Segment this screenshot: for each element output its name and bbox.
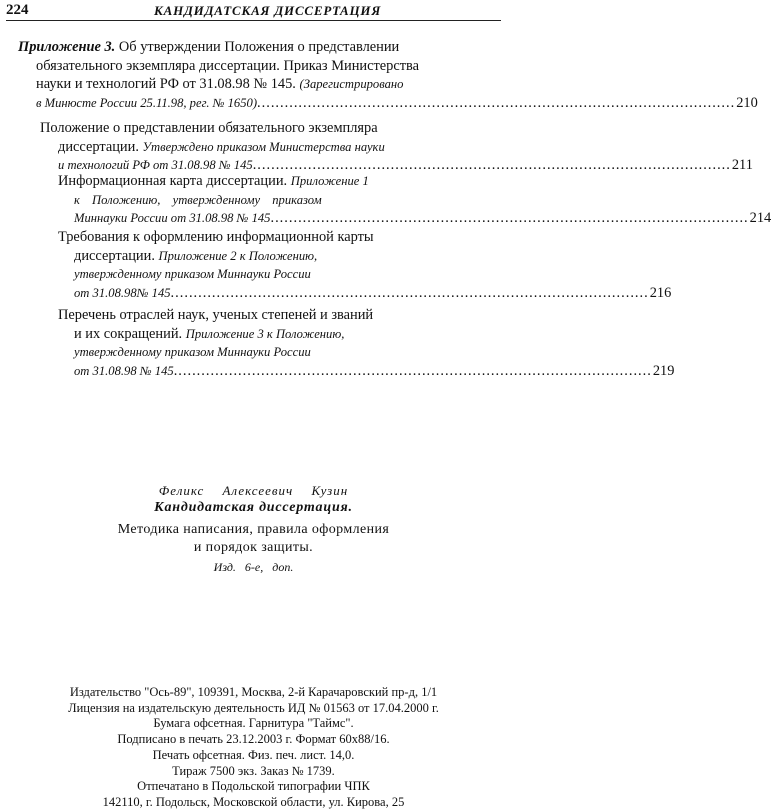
toc-text-italic: Утверждено приказом Министерства науки (142, 139, 385, 154)
toc-entry-sciences-list (58, 306, 675, 380)
toc-text-italic: и технологий РФ от 31.08.98 № 145 (58, 158, 253, 172)
toc-line (58, 172, 501, 191)
toc-entry-appendix3 (18, 38, 758, 112)
toc-text: науки и технологий РФ от 31.08.98 № 145. (36, 76, 296, 92)
imprint-printer: Отпечатано в Подольской типографии ЧПК (137, 779, 370, 794)
toc-text-italic: Приложение 1 (290, 174, 369, 188)
toc-text: и их сокращений. (74, 325, 183, 342)
dot-leader: ........................................................................................................ (252, 157, 731, 173)
imprint-publisher: Издательство "Ось-89", 109391, Москва, 2-й Карачаровский пр-д, 1/1 (69, 685, 438, 699)
page-number: 224 (6, 2, 29, 18)
toc-text-italic: в Минюсте России 25.11.98, рег. № 1650) (36, 95, 258, 110)
toc-line (18, 94, 758, 113)
toc-text-italic: (Зарегистрировано (299, 77, 404, 91)
book-subtitle-line-2: и порядок защиты. (193, 540, 314, 555)
toc-line (18, 75, 501, 94)
toc-entry-regulation (40, 119, 753, 175)
toc-text: диссертации. (58, 138, 139, 155)
toc-text-italic: Приложение 3 к Положению, (185, 326, 345, 341)
toc-text-italic: утвержденному приказом Миннауки России (74, 345, 311, 359)
book-subtitle-line-1: Методика написания, правила оформления (117, 522, 390, 537)
appendix-label: Приложение 3. (18, 39, 116, 55)
toc-line (58, 247, 501, 266)
toc-page-number: 211 (731, 157, 753, 173)
toc-page-number: 216 (649, 284, 672, 301)
dot-leader: ........................................................................................................ (170, 284, 649, 301)
toc-page-number: 214 (749, 210, 771, 226)
toc-line: Положение о представлении обязательного экземпляра (40, 120, 378, 136)
toc-line: обязательного экземпляра диссертации. Приказ Министерства (36, 57, 420, 74)
toc-entry-info-card (58, 172, 771, 228)
toc-text: диссертации. (74, 247, 155, 264)
toc-line (58, 362, 675, 381)
toc-page-number: 210 (736, 94, 758, 111)
toc-text-italic: к Положению, утвержденному приказом (74, 192, 322, 207)
dot-leader: ........................................................................................................ (173, 362, 652, 379)
toc-text: Информационная карта диссертации. (58, 173, 288, 189)
edition-note: Изд. 6-е, доп. (213, 560, 294, 574)
toc-text-italic: от 31.08.98 № 145 (74, 363, 174, 378)
toc-line (58, 325, 501, 344)
toc-entry-card-requirements (58, 228, 672, 302)
toc-line (58, 284, 672, 303)
dot-leader: ........................................................................................................ (270, 210, 749, 226)
toc-line: Требования к оформлению информационной карты (58, 229, 374, 245)
book-author: Феликс Алексеевич Кузин (158, 483, 349, 498)
toc-line (58, 343, 501, 362)
toc-text-italic: Миннауки России от 31.08.98 № 145 (74, 211, 271, 225)
toc-text-italic: от 31.08.98№ 145 (74, 285, 171, 300)
toc-text: Об утверждении Положения о представлении (118, 39, 400, 55)
imprint-printing: Печать офсетная. Физ. печ. лист. 14,0. (152, 747, 355, 762)
toc-page-number: 219 (652, 362, 675, 379)
toc-line (18, 38, 501, 57)
running-title: КАНДИДАТСКАЯ ДИССЕРТАЦИЯ (154, 3, 382, 18)
dot-leader: ........................................................................................................ (257, 94, 736, 111)
toc-line (58, 209, 771, 228)
book-title: Кандидатская диссертация. (154, 500, 353, 515)
page-header (6, 2, 501, 21)
toc-text-italic: Приложение 2 к Положению, (158, 248, 318, 263)
toc-line: Перечень отраслей наук, ученых степеней и званий (58, 307, 374, 323)
imprint-paper: Бумага офсетная. Гарнитура "Таймс". (153, 716, 354, 731)
toc-line (40, 138, 501, 157)
imprint-license: Лицензия на издательскую деятельность ИД № 01563 от 17.04.2000 г. (68, 700, 439, 715)
imprint-printer-address: 142110, г. Подольск, Московской области, ул. Кирова, 25 (102, 794, 405, 809)
toc-line (58, 265, 501, 284)
toc-line (58, 191, 501, 210)
imprint-print-date: Подписано в печать 23.12.2003 г. Формат 60x88/16. (117, 732, 390, 747)
imprint-circulation: Тираж 7500 экз. Заказ № 1739. (172, 763, 335, 778)
toc-text-italic: утвержденному приказом Миннауки России (74, 267, 311, 281)
